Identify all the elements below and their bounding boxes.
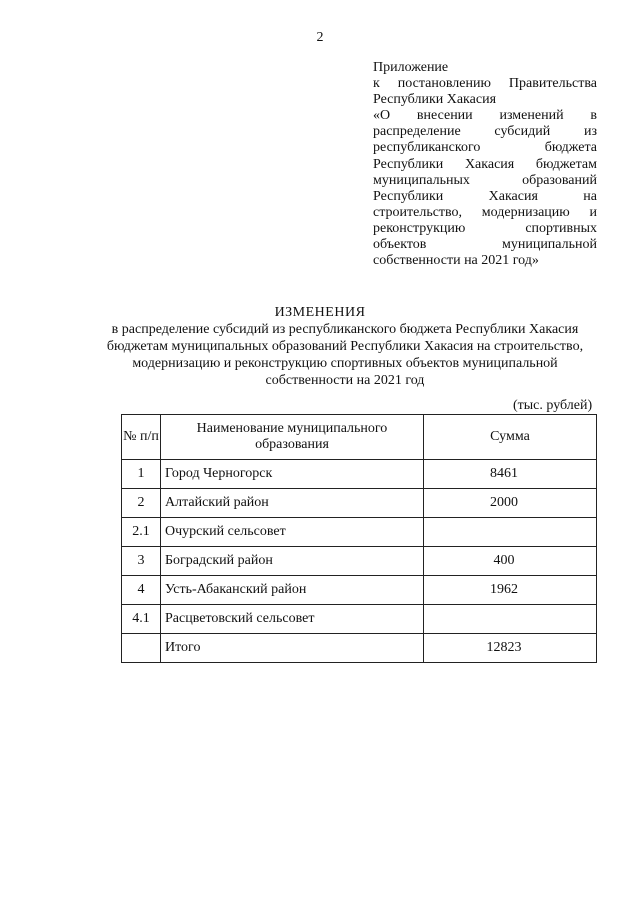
row-name: Алтайский район (161, 489, 424, 518)
header-name: Наименование муниципального образования (161, 415, 424, 460)
table-row (122, 489, 597, 518)
row-name: Итого (161, 634, 424, 663)
table-row (122, 547, 597, 576)
table-row (122, 576, 597, 605)
row-num: 4.1 (122, 605, 161, 634)
table-header-row (122, 415, 597, 460)
row-num: 1 (122, 460, 161, 489)
row-name: Боградский район (161, 547, 424, 576)
unit-label: (тыс. рублей) (513, 398, 593, 413)
appendix-line: Республики Хакасия на (373, 188, 597, 204)
row-num: 2 (122, 489, 161, 518)
appendix-line: реконструкцию спортивных (373, 220, 597, 236)
header-num: № п/п (122, 415, 161, 460)
row-sum: 400 (424, 547, 597, 576)
row-name: Очурский сельсовет (161, 518, 424, 547)
row-sum (424, 605, 597, 634)
row-sum: 1962 (424, 576, 597, 605)
row-sum: 2000 (424, 489, 597, 518)
subtitle-line: модернизацию и реконструкцию спортивных объектов муниципальной (132, 356, 558, 371)
row-name: Расцветовский сельсовет (161, 605, 424, 634)
subtitle-line: собственности на 2021 год (265, 373, 425, 388)
table-row-total (122, 634, 597, 663)
table-row (122, 605, 597, 634)
document-subtitle (90, 321, 600, 389)
document-title: ИЗМЕНЕНИЯ (274, 305, 366, 320)
row-sum: 12823 (424, 634, 597, 663)
row-name: Усть-Абаканский район (161, 576, 424, 605)
appendix-line: Приложение (373, 60, 449, 75)
appendix-line: «О внесении изменений в (373, 108, 597, 124)
header-sum: Сумма (424, 415, 597, 460)
appendix-line: Республики Хакасия бюджетам (373, 156, 597, 172)
row-sum (424, 518, 597, 547)
appendix-line: Республики Хакасия (373, 92, 497, 108)
table-row (122, 460, 597, 489)
row-name: Город Черногорск (161, 460, 424, 489)
page-number: 2 (316, 30, 324, 45)
row-sum: 8461 (424, 460, 597, 489)
appendix-line: к постановлению Правительства (373, 76, 597, 92)
row-num: 4 (122, 576, 161, 605)
subtitle-line: в распределение субсидий из республиканского бюджета Республики Хакасия (111, 322, 579, 337)
appendix-line: республиканского бюджета (373, 140, 597, 156)
appendix-line: распределение субсидий из (373, 124, 597, 140)
table-row (122, 518, 597, 547)
appendix-line: муниципальных образований (373, 172, 597, 188)
row-num: 3 (122, 547, 161, 576)
appendix-line: собственности на 2021 год» (373, 253, 539, 269)
appendix-block (373, 60, 597, 269)
row-num: 2.1 (122, 518, 161, 547)
subsidies-table (121, 414, 597, 663)
subtitle-line: бюджетам муниципальных образований Республики Хакасия на строительство, (106, 339, 584, 354)
appendix-line: объектов муниципальной (373, 237, 597, 253)
appendix-line: строительство, модернизацию и (373, 204, 597, 220)
row-num (122, 634, 161, 663)
